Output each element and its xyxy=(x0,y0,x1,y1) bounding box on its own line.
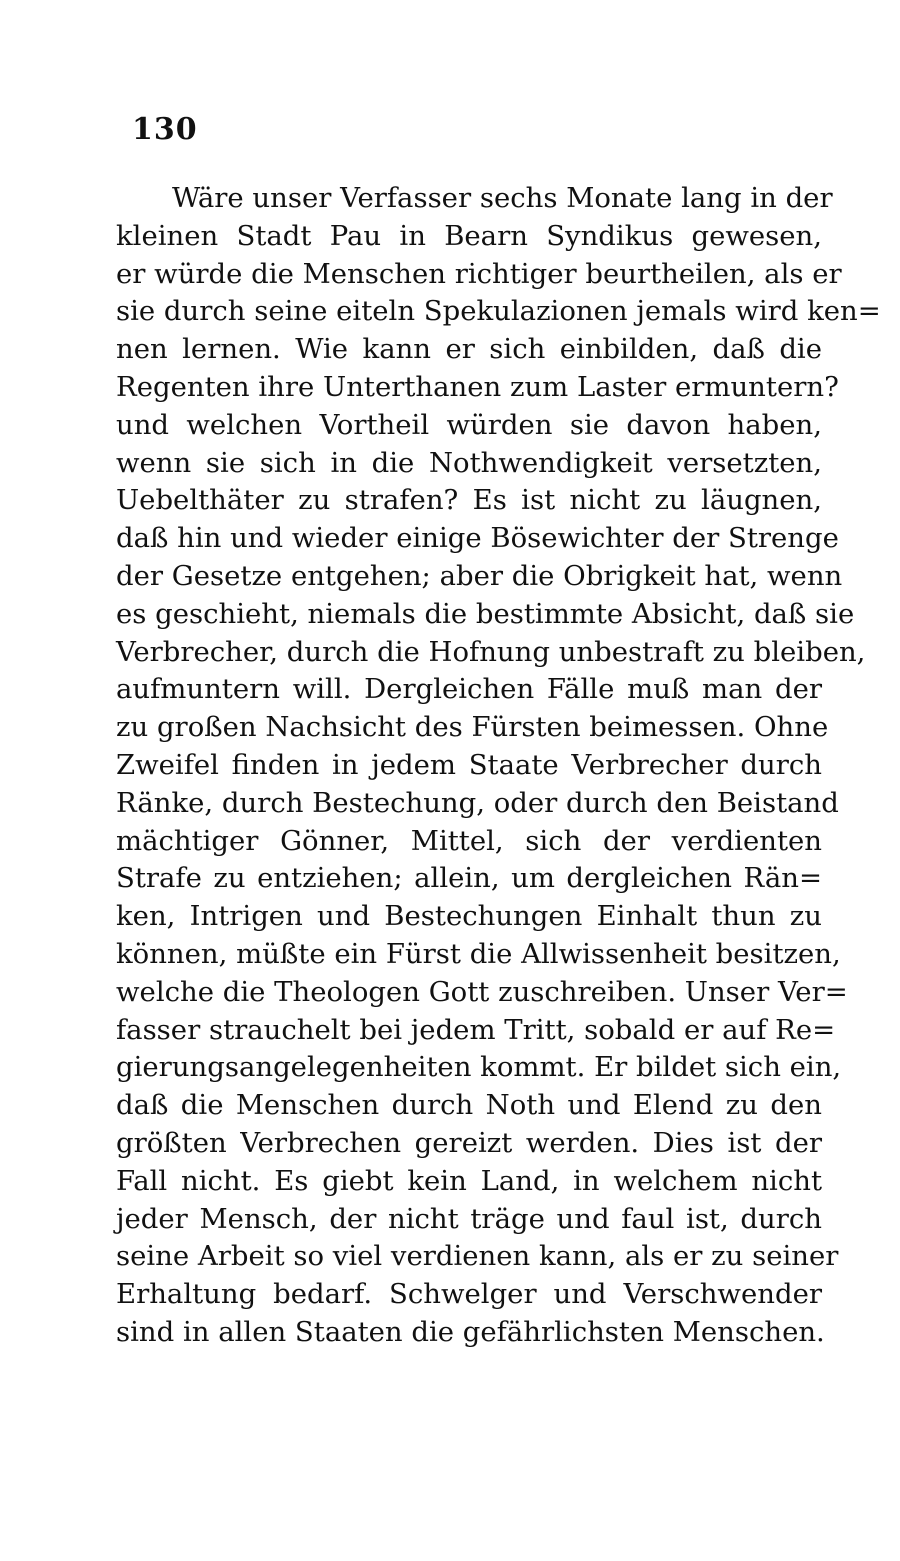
text-line: Erhaltung bedarf. Schwelger und Verschwender xyxy=(116,1278,822,1311)
text-line: Ränke, durch Bestechung, oder durch den Beistand xyxy=(116,786,839,819)
text-line: Regenten ihre Unterthanen zum Laster ermuntern? xyxy=(116,370,839,403)
text-line: der Gesetze entgehen; aber die Obrigkeit hat, wenn xyxy=(116,559,843,592)
text-line: seine Arbeit so viel verdienen kann, als er zu seiner xyxy=(116,1240,839,1273)
page-number: 130 xyxy=(132,112,198,147)
text-line: welche die Theologen Gott zuschreiben. Unser Ver= xyxy=(116,975,848,1008)
text-line: Verbrecher, durch die Hofnung unbestraft zu bleiben, xyxy=(116,635,866,668)
text-line: jeder Mensch, der nicht träge und faul ist, durch xyxy=(116,1202,822,1235)
text-line: er würde die Menschen richtiger beurtheilen, als er xyxy=(116,257,842,290)
text-line: Fall nicht. Es giebt kein Land, in welchem nicht xyxy=(116,1164,822,1197)
body-text xyxy=(116,180,881,1352)
text-line: größten Verbrechen gereizt werden. Dies ist der xyxy=(116,1126,822,1159)
text-line: sind in allen Staaten die gefährlichsten Menschen. xyxy=(116,1315,825,1348)
text-line: mächtiger Gönner, Mittel, sich der verdienten xyxy=(116,824,822,857)
text-line: daß hin und wieder einige Bösewichter der Strenge xyxy=(116,522,839,555)
text-line: und welchen Vortheil würden sie davon haben, xyxy=(116,408,822,441)
text-line: nen lernen. Wie kann er sich einbilden, daß die xyxy=(116,333,822,366)
text-line: Uebelthäter zu strafen? Es ist nicht zu läugnen, xyxy=(116,484,822,517)
text-line: Zweifel finden in jedem Staate Verbrecher durch xyxy=(116,748,822,781)
text-line: können, müßte ein Fürst die Allwissenheit besitzen, xyxy=(116,937,841,970)
text-line: daß die Menschen durch Noth und Elend zu den xyxy=(116,1089,822,1122)
text-line: zu großen Nachsicht des Fürsten beimessen. Ohne xyxy=(116,711,829,744)
text-line: sie durch seine eiteln Spekulazionen jemals wird ken= xyxy=(116,295,881,328)
text-line: es geschieht, niemals die bestimmte Absicht, daß sie xyxy=(116,597,855,630)
text-line: fasser strauchelt bei jedem Tritt, sobald er auf Re= xyxy=(116,1013,836,1046)
text-line: gierungsangelegenheiten kommt. Er bildet sich ein, xyxy=(116,1051,842,1084)
text-line: wenn sie sich in die Nothwendigkeit versetzten, xyxy=(116,446,822,479)
text-line: kleinen Stadt Pau in Bearn Syndikus gewesen, xyxy=(116,219,822,252)
text-line: Wäre unser Verfasser sechs Monate lang in der xyxy=(172,182,833,214)
text-line: aufmuntern will. Dergleichen Fälle muß man der xyxy=(116,673,822,706)
text-line: ken, Intrigen und Bestechungen Einhalt thun zu xyxy=(116,900,822,933)
text-line: Strafe zu entziehen; allein, um dergleichen Rän= xyxy=(116,862,822,895)
